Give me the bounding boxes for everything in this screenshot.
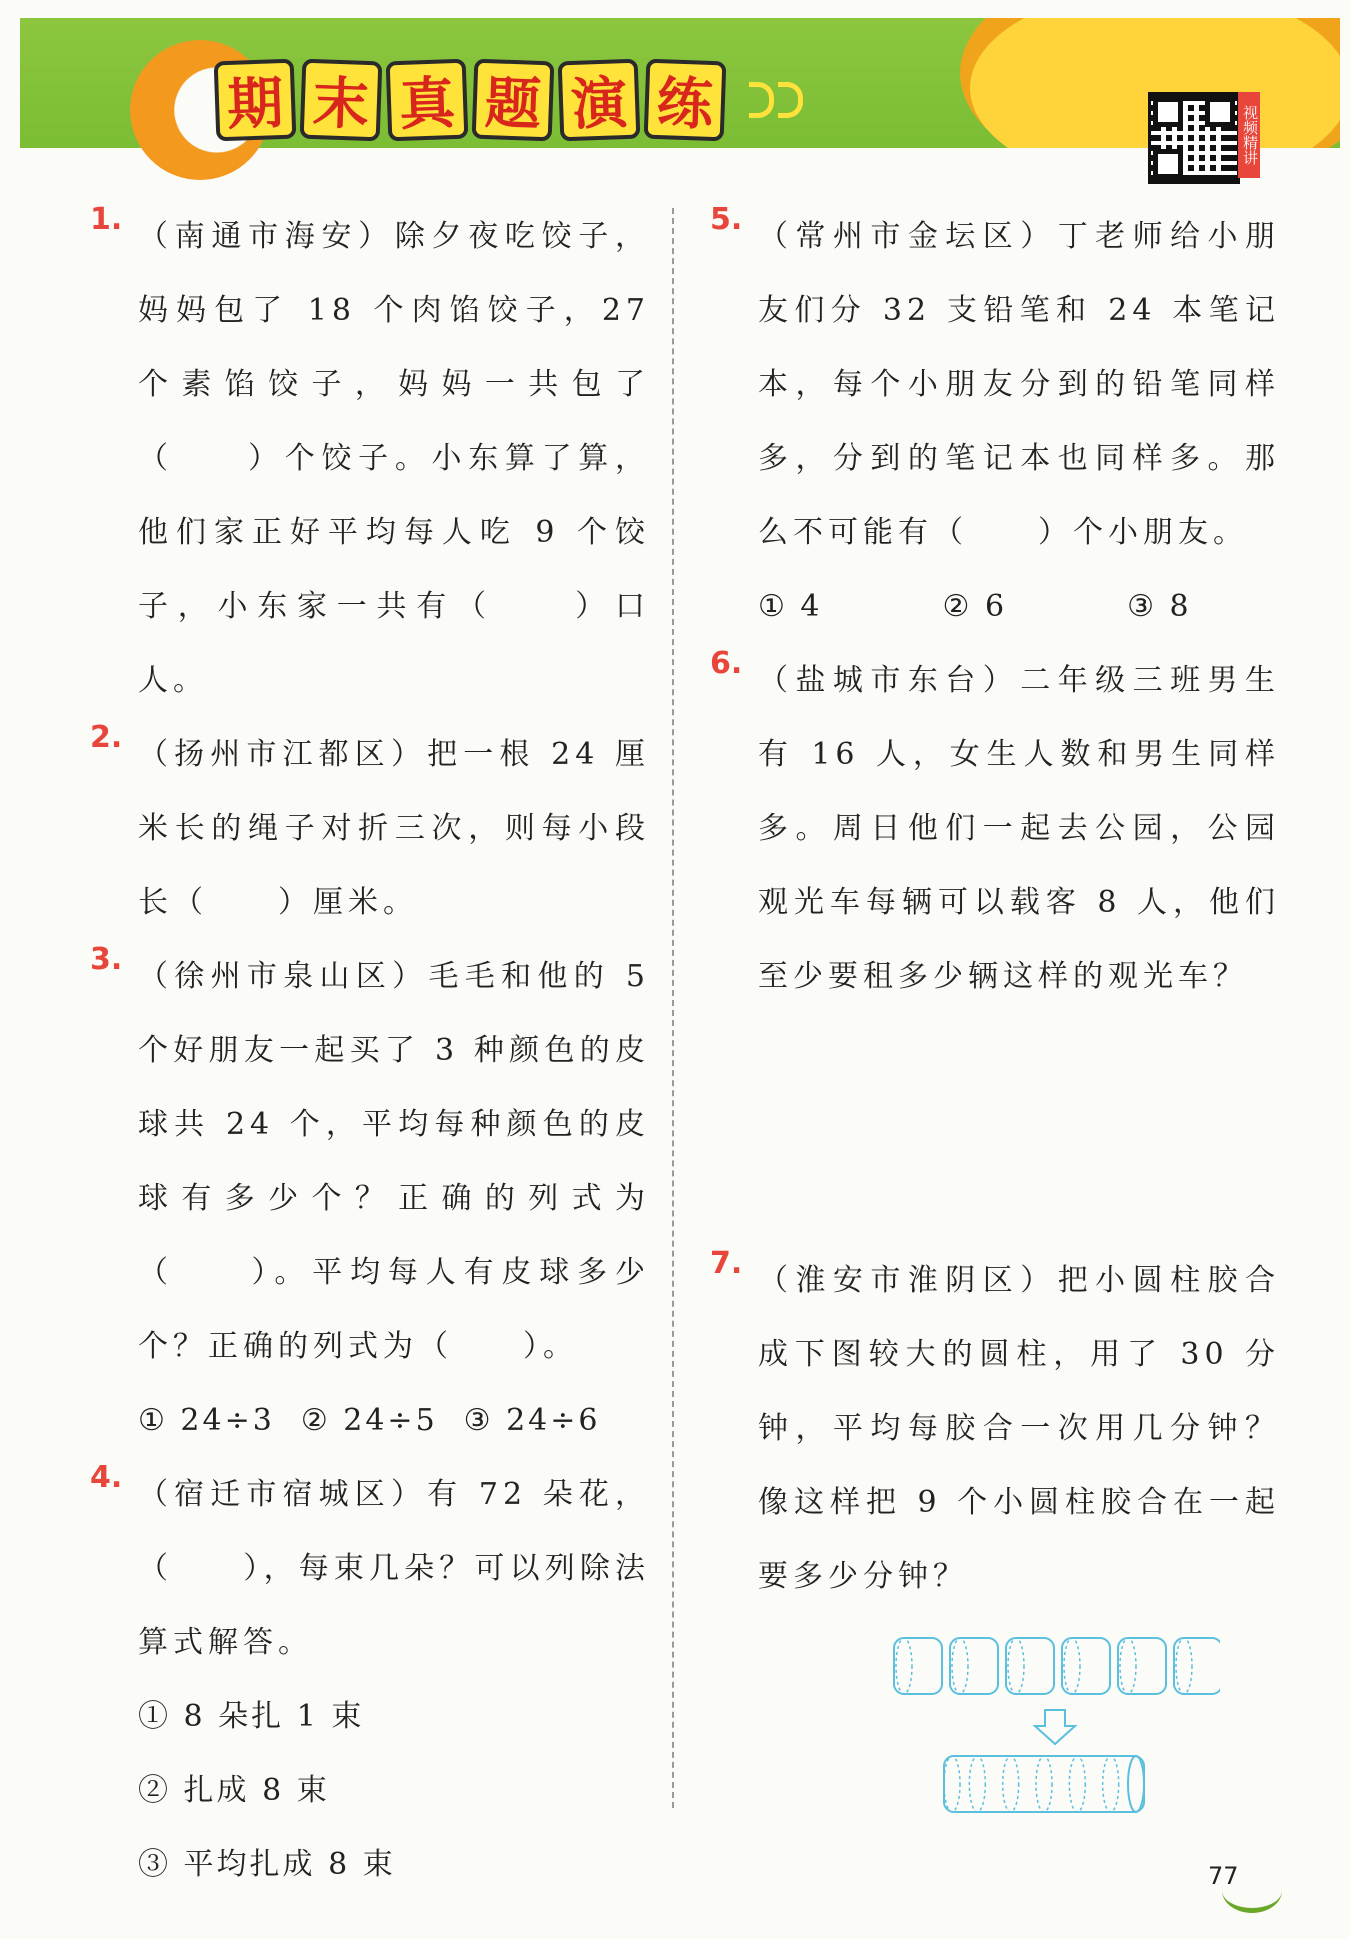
question-number: 7. xyxy=(710,1246,743,1281)
option-1[interactable]: ① 4 xyxy=(758,589,823,624)
question-text: （盐城市东台）二年级三班男生有 16 人，女生人数和男生同样多。周日他们一起去公园，公园观光车每辆可以载客 8 人，他们至少要租多少辆这样的观光车？ xyxy=(758,663,1280,994)
cylinder-joint xyxy=(1069,1756,1085,1812)
title-char: 题 xyxy=(472,59,555,142)
question-number: 6. xyxy=(710,646,743,681)
options xyxy=(138,1680,650,1902)
options xyxy=(758,570,1280,644)
cylinder-end xyxy=(896,1638,912,1694)
cylinder-diagram xyxy=(890,1634,1220,1834)
cylinder-figure xyxy=(890,1634,1220,1834)
question-number: 2. xyxy=(90,720,123,755)
small-cylinder xyxy=(1006,1638,1054,1694)
small-cylinder xyxy=(1174,1638,1220,1694)
small-cylinder xyxy=(1062,1638,1110,1694)
cylinder-end xyxy=(1008,1638,1024,1694)
column-divider xyxy=(672,208,674,1808)
title-char: 练 xyxy=(644,59,727,142)
title-char: 真 xyxy=(386,59,469,142)
option-2[interactable]: ② 6 xyxy=(942,589,1008,624)
title-char: 期 xyxy=(214,59,297,142)
question-number: 5. xyxy=(710,202,743,237)
question-5 xyxy=(710,200,1280,644)
question-number: 3. xyxy=(90,942,123,977)
cylinder-end xyxy=(952,1638,968,1694)
question-text: （宿迁市宿城区）有 72 朵花，（ ），每束几朵？可以列除法算式解答。 xyxy=(138,1477,650,1660)
question-number: 4. xyxy=(90,1460,123,1495)
options xyxy=(138,1384,650,1458)
cylinder-end xyxy=(944,1756,960,1812)
question-7 xyxy=(710,1244,1280,1834)
cylinder-joint xyxy=(1103,1756,1119,1812)
option-3[interactable]: ③ 8 xyxy=(1127,589,1192,624)
option-3[interactable]: ③ 24÷6 xyxy=(463,1403,601,1438)
option-1[interactable]: ① 24÷3 xyxy=(138,1403,275,1438)
large-cylinder xyxy=(944,1756,1144,1812)
question-text: （徐州市泉山区）毛毛和他的 5 个好朋友一起买了 3 种颜色的皮球共 24 个，平均每种颜色的皮球有多少个？正确的列式为（ ）。平均每人有皮球多少个？正确的列式为（ ）。 xyxy=(138,959,650,1364)
cylinder-joint xyxy=(969,1756,985,1812)
title-char: 演 xyxy=(558,59,641,142)
qr-code-icon[interactable] xyxy=(1148,92,1240,184)
small-cylinder xyxy=(950,1638,998,1694)
small-cylinder xyxy=(1118,1638,1166,1694)
option-2[interactable]: ② 24÷5 xyxy=(300,1403,438,1438)
title-char: 末 xyxy=(300,59,383,142)
question-text: （淮安市淮阴区）把小圆柱胶合成下图较大的圆柱，用了 30 分钟，平均每胶合一次用几分钟？像这样把 9 个小圆柱胶合在一起要多少分钟？ xyxy=(758,1263,1280,1594)
question-6 xyxy=(710,644,1280,1014)
question-number: 1. xyxy=(90,202,123,237)
option-2[interactable]: ② 扎成 8 束 xyxy=(138,1773,330,1808)
cylinder-end xyxy=(1064,1638,1080,1694)
question-1 xyxy=(90,200,650,718)
option-3[interactable]: ③ 平均扎成 8 束 xyxy=(138,1847,396,1882)
cylinder-end xyxy=(1176,1638,1192,1694)
question-2 xyxy=(90,718,650,940)
question-text: （扬州市江都区）把一根 24 厘米长的绳子对折三次，则每小段长（ ）厘米。 xyxy=(138,737,650,920)
page-number: 77 xyxy=(1208,1862,1239,1890)
question-3 xyxy=(90,940,650,1458)
right-column xyxy=(710,200,1280,1834)
left-column xyxy=(90,200,650,1902)
question-text: （南通市海安）除夕夜吃饺子，妈妈包了 18 个肉馅饺子，27 个素馅饺子，妈妈一共包了（ ）个饺子。小东算了算，他们家正好平均每人吃 9 个饺子，小东家一共有（ ）口人。 xyxy=(138,219,650,698)
small-cylinder xyxy=(894,1638,942,1694)
cylinder-end xyxy=(1120,1638,1136,1694)
down-arrow-icon xyxy=(1035,1710,1075,1744)
question-text: （常州市金坛区）丁老师给小朋友们分 32 支铅笔和 24 本笔记本，每个小朋友分到的铅笔同样多，分到的笔记本也同样多。那么不可能有（ ）个小朋友。 xyxy=(758,219,1280,550)
cylinder-end xyxy=(1128,1756,1144,1812)
question-4 xyxy=(90,1458,650,1902)
page-title xyxy=(215,60,803,140)
option-1[interactable]: ① 8 朵扎 1 束 xyxy=(138,1699,365,1734)
cylinder-joint xyxy=(1036,1756,1052,1812)
qr-label: 视频精讲 xyxy=(1238,92,1260,178)
cylinder-joint xyxy=(1003,1756,1019,1812)
chevron-right-icon xyxy=(749,82,803,118)
